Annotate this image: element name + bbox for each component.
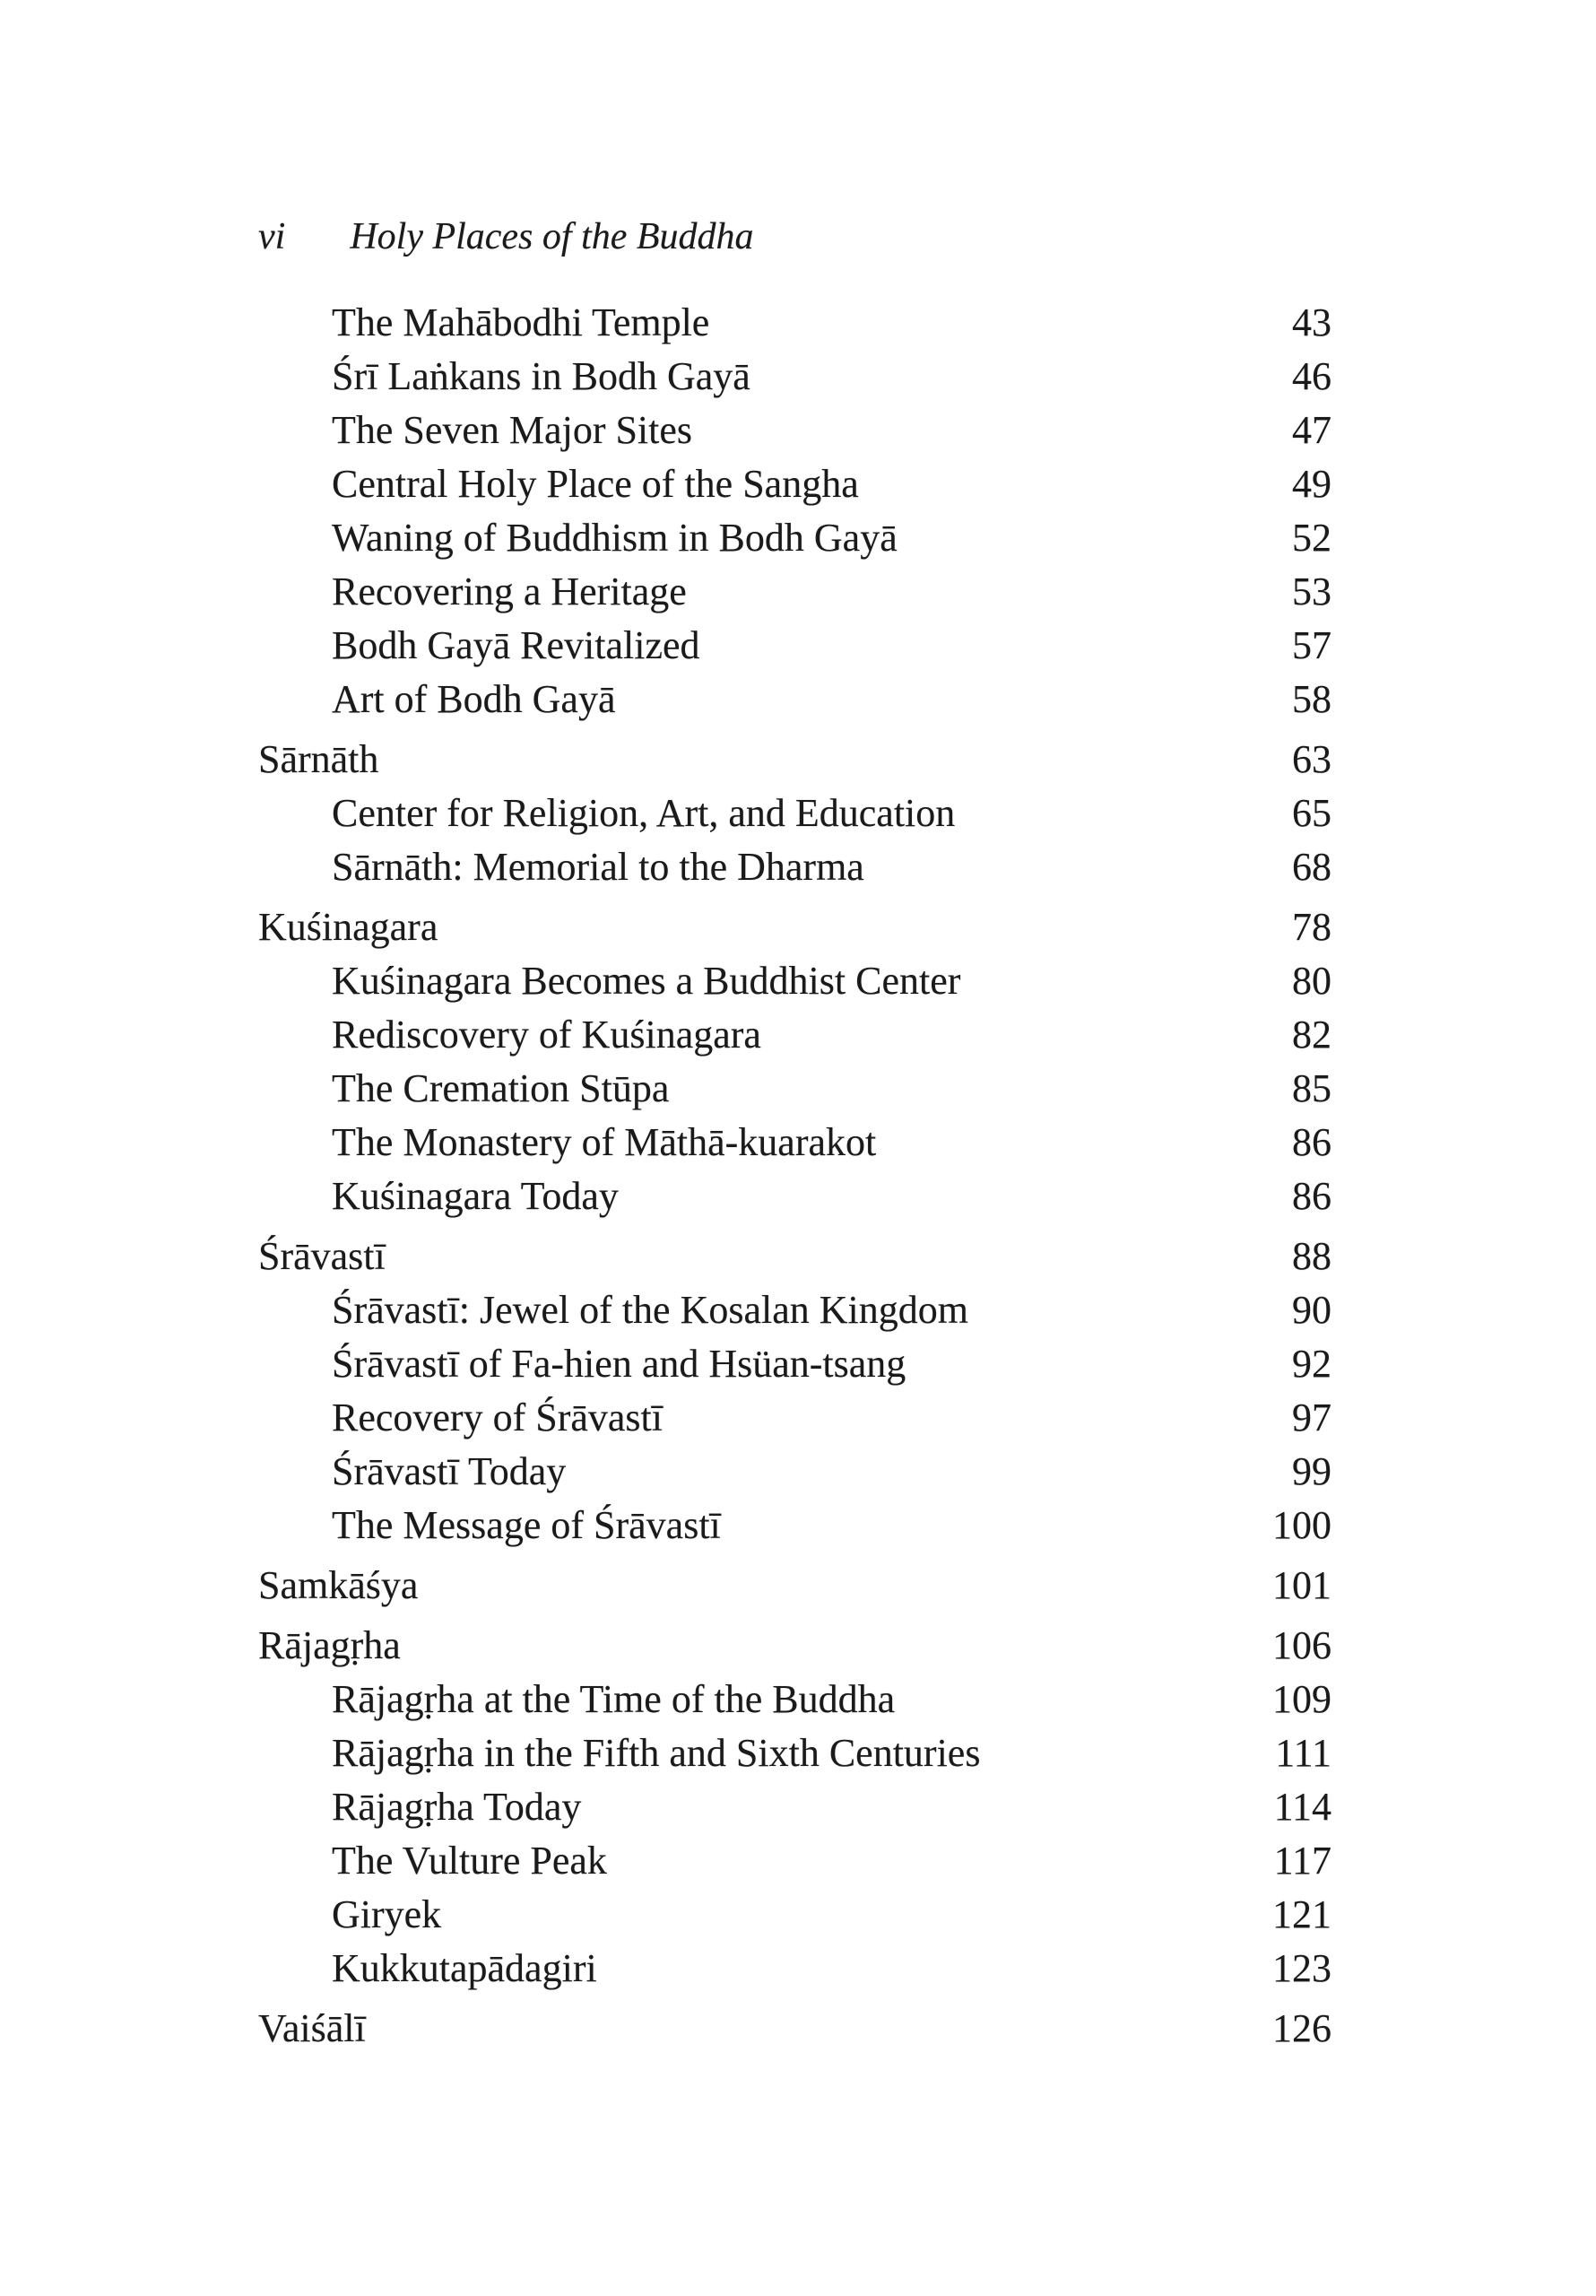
toc-entry-page: 101 (1272, 1563, 1331, 1607)
toc-row (258, 954, 1331, 1008)
toc-entry-label: Rājagṛha Today (332, 1785, 582, 1829)
toc-row (258, 787, 1331, 840)
toc-entry-label: Śrāvastī of Fa-hien and Hsüan-tsang (332, 1342, 906, 1386)
toc-entry-label: Kuśinagara Today (332, 1174, 619, 1218)
toc-entry-label: Sārnāth (258, 737, 379, 781)
toc-row (258, 1445, 1331, 1499)
toc-entry-label: The Monastery of Māthā-kuarakot (332, 1120, 877, 1164)
toc-entry-label: Recovering a Heritage (332, 570, 687, 613)
toc-row (258, 511, 1331, 565)
toc-row (258, 900, 1331, 954)
toc-row (258, 673, 1331, 726)
toc-entry-label: The Cremation Stūpa (332, 1066, 670, 1110)
toc-row (258, 1673, 1331, 1726)
toc-row (258, 1391, 1331, 1445)
toc-entry-label: Kuśinagara Becomes a Buddhist Center (332, 959, 961, 1003)
toc-entry-page: 80 (1292, 959, 1331, 1003)
toc-entry-label: Rājagṛha in the Fifth and Sixth Centuries (332, 1731, 981, 1775)
toc-entry-page: 63 (1292, 737, 1331, 781)
toc-entry-label: Recovery of Śrāvastī (332, 1396, 663, 1439)
toc-row (258, 1780, 1331, 1834)
toc-row (258, 1062, 1331, 1116)
toc-entry-label: The Seven Major Sites (332, 408, 693, 452)
toc-entry-page: 126 (1272, 2006, 1331, 2050)
toc-entry-label: Samkāśya (258, 1563, 419, 1607)
toc-entry-label: Kukkutapādagiri (332, 1946, 597, 1990)
toc-entry-page: 46 (1292, 354, 1331, 398)
toc-entry-page: 49 (1292, 462, 1331, 506)
toc-row (258, 1283, 1331, 1337)
toc-row (258, 1559, 1331, 1613)
toc-row (258, 1337, 1331, 1391)
toc-entry-label: Śrāvastī Today (332, 1449, 567, 1493)
toc-entry-page: 99 (1292, 1449, 1331, 1493)
toc-entry-page: 78 (1292, 905, 1331, 949)
toc-row (258, 296, 1331, 350)
toc-entry-label: Art of Bodh Gayā (332, 677, 616, 721)
toc-row (258, 733, 1331, 787)
toc-row (258, 565, 1331, 619)
toc-row (258, 619, 1331, 673)
toc-row (258, 840, 1331, 894)
toc-entry-page: 82 (1292, 1013, 1331, 1057)
toc-row (258, 404, 1331, 457)
toc-entry-page: 97 (1292, 1396, 1331, 1439)
toc-entry-page: 88 (1292, 1234, 1331, 1278)
toc-row (258, 1230, 1331, 1283)
toc-entry-label: The Message of Śrāvastī (332, 1503, 721, 1547)
toc-row (258, 2002, 1331, 2056)
toc-entry-label: Rājagṛha at the Time of the Buddha (332, 1677, 896, 1721)
toc-entry-label: Vaiśālī (258, 2006, 366, 2050)
toc-row (258, 457, 1331, 511)
toc-entry-page: 65 (1292, 791, 1331, 835)
toc-entry-label: Rājagṛha (258, 1623, 401, 1667)
toc-entry-page: 114 (1273, 1785, 1331, 1829)
toc-entry-label: The Mahābodhi Temple (332, 300, 710, 344)
toc-entry-label: Śrāvastī (258, 1234, 386, 1278)
toc-entry-page: 100 (1272, 1503, 1331, 1547)
toc-entry-label: Bodh Gayā Revitalized (332, 623, 700, 667)
toc-entry-page: 117 (1273, 1839, 1331, 1883)
toc-row (258, 1116, 1331, 1170)
toc-entry-page: 106 (1272, 1623, 1331, 1667)
toc-row (258, 1888, 1331, 1942)
toc-entry-page: 86 (1292, 1174, 1331, 1218)
toc-entry-page: 57 (1292, 623, 1331, 667)
toc-entry-page: 121 (1272, 1892, 1331, 1936)
toc-row (258, 350, 1331, 404)
toc-entry-page: 90 (1292, 1288, 1331, 1332)
toc-entry-label: Sārnāth: Memorial to the Dharma (332, 845, 864, 889)
toc-entry-label: Kuśinagara (258, 905, 438, 949)
toc-entry-page: 52 (1292, 516, 1331, 560)
toc-entry-page: 43 (1292, 300, 1331, 344)
toc-row (258, 1008, 1331, 1062)
toc-entry-page: 58 (1292, 677, 1331, 721)
toc-row (258, 1726, 1331, 1780)
toc-entry-page: 123 (1272, 1946, 1331, 1990)
toc-row (258, 1499, 1331, 1552)
folio-page-number: vi (258, 216, 286, 257)
toc-entry-label: Waning of Buddhism in Bodh Gayā (332, 516, 898, 560)
toc-entry-page: 111 (1275, 1731, 1331, 1775)
toc-entry-label: Central Holy Place of the Sangha (332, 462, 859, 506)
table-of-contents (258, 296, 1331, 2056)
toc-entry-page: 86 (1292, 1120, 1331, 1164)
toc-entry-label: Giryek (332, 1892, 442, 1936)
toc-entry-page: 47 (1292, 408, 1331, 452)
toc-entry-label: Rediscovery of Kuśinagara (332, 1013, 761, 1057)
toc-row (258, 1942, 1331, 1996)
toc-entry-label: Center for Religion, Art, and Education (332, 791, 956, 835)
toc-entry-page: 92 (1292, 1342, 1331, 1386)
toc-row (258, 1619, 1331, 1673)
page-header (258, 216, 754, 257)
toc-entry-page: 53 (1292, 570, 1331, 613)
toc-entry-label: Śrī Laṅkans in Bodh Gayā (332, 354, 750, 398)
toc-row (258, 1834, 1331, 1888)
toc-entry-label: Śrāvastī: Jewel of the Kosalan Kingdom (332, 1288, 968, 1332)
toc-entry-label: The Vulture Peak (332, 1839, 607, 1883)
toc-entry-page: 85 (1292, 1066, 1331, 1110)
toc-entry-page: 68 (1292, 845, 1331, 889)
toc-entry-page: 109 (1272, 1677, 1331, 1721)
toc-row (258, 1170, 1331, 1223)
running-title: Holy Places of the Buddha (350, 216, 754, 257)
